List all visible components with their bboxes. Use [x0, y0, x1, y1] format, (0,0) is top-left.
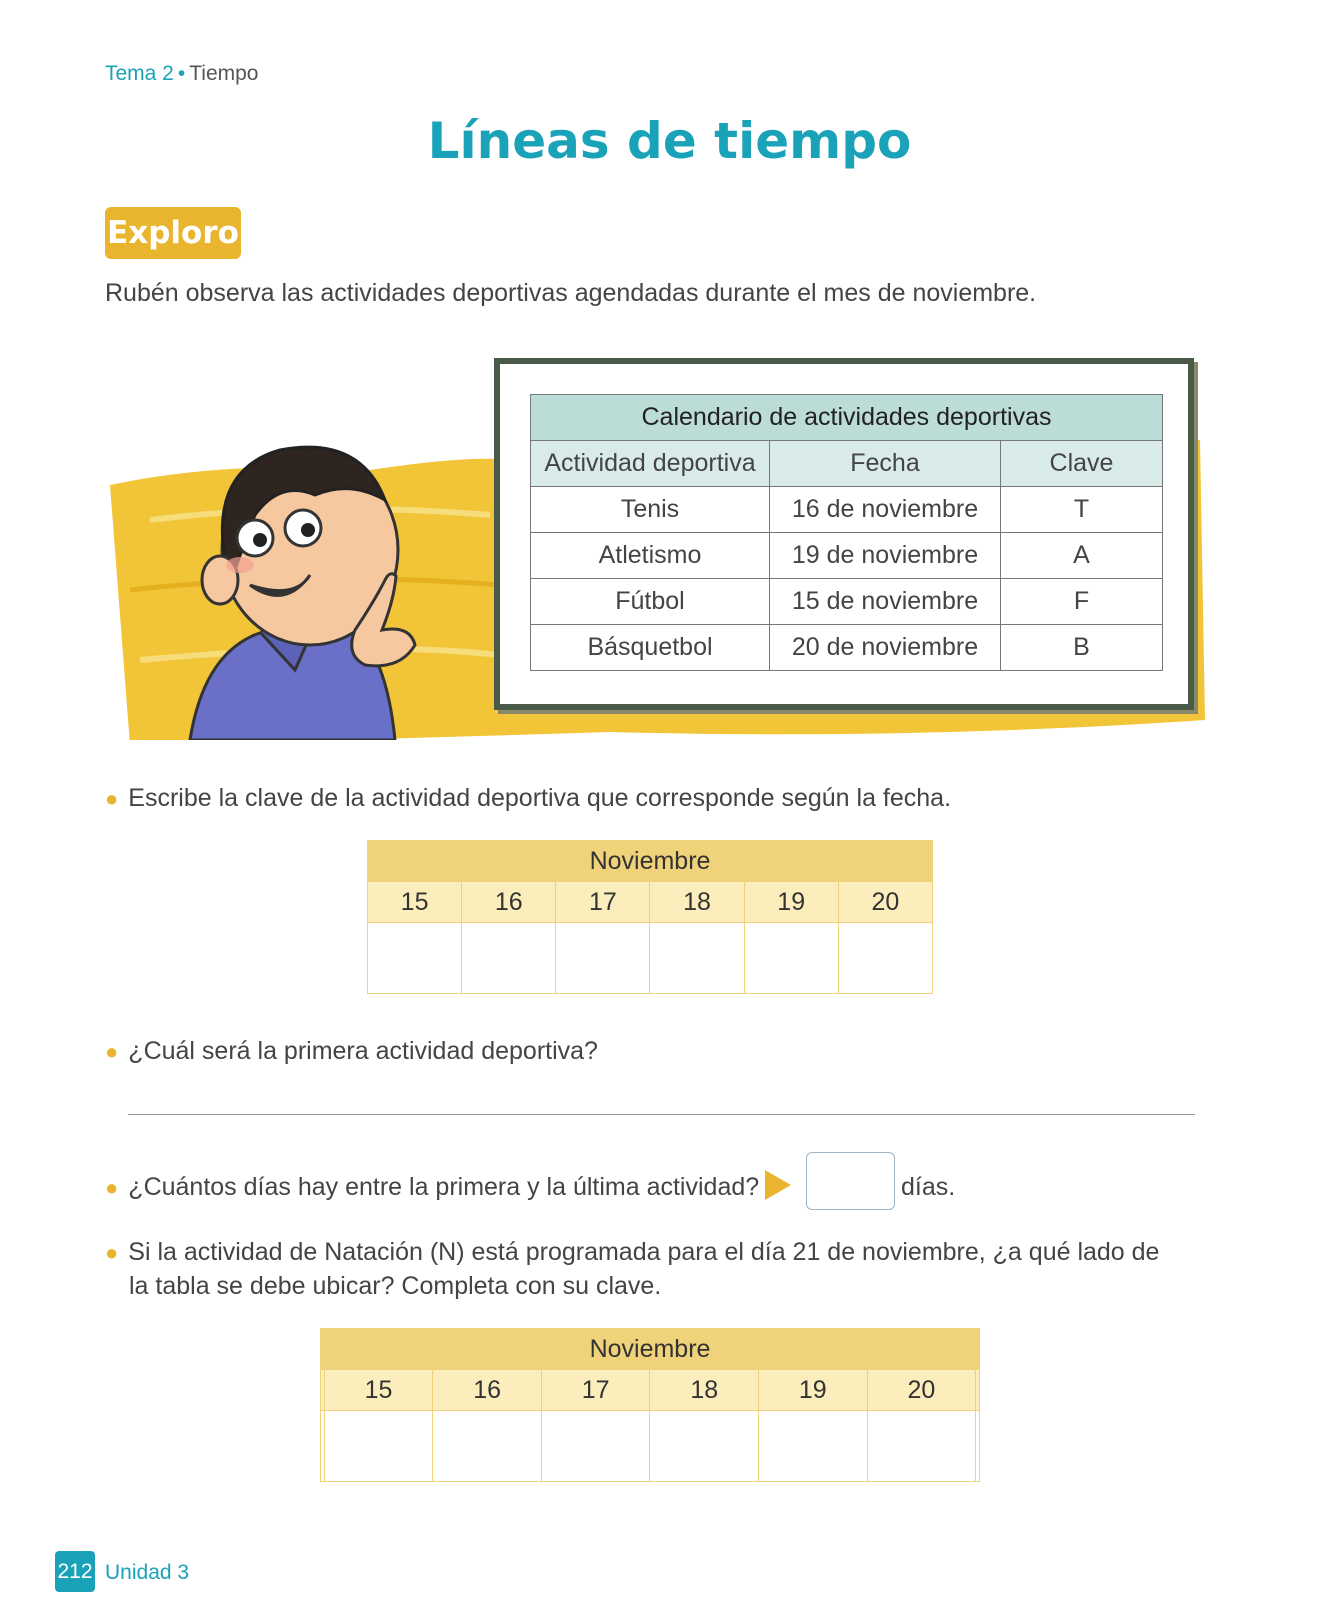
col-header-key: Clave — [1001, 441, 1163, 487]
question-3-text: ¿Cuántos días hay entre la primera y la última actividad? — [128, 1173, 760, 1201]
question-2 — [105, 1037, 598, 1066]
question-4 — [105, 1238, 1159, 1267]
november-table-2 — [320, 1328, 980, 1482]
day-cell: 18 — [650, 882, 744, 923]
day-cell: 17 — [541, 1370, 650, 1411]
date-cell: 16 de noviembre — [770, 487, 1001, 533]
days-row — [368, 882, 933, 923]
bullet-icon: ● — [105, 1039, 119, 1064]
day-cell — [976, 1370, 980, 1411]
november-table-1 — [367, 840, 933, 994]
answer-row — [321, 1411, 980, 1482]
answer-line[interactable] — [128, 1114, 1195, 1115]
answer-cell[interactable] — [744, 923, 838, 994]
day-cell: 16 — [462, 882, 556, 923]
header-separator: • — [177, 62, 186, 85]
answer-cell[interactable] — [368, 923, 462, 994]
answer-cell[interactable] — [324, 1411, 433, 1482]
day-cell: 15 — [324, 1370, 433, 1411]
days-unit-label: días. — [901, 1173, 956, 1201]
answer-cell[interactable] — [759, 1411, 868, 1482]
section-badge: Exploro — [105, 207, 241, 259]
days-row — [321, 1370, 980, 1411]
topic-label: Tiempo — [189, 62, 259, 85]
activity-cell: Tenis — [531, 487, 770, 533]
answer-cell[interactable] — [976, 1411, 980, 1482]
date-cell: 20 de noviembre — [770, 625, 1001, 671]
key-cell: T — [1001, 487, 1163, 533]
answer-cell[interactable] — [462, 923, 556, 994]
col-header-date: Fecha — [770, 441, 1001, 487]
answer-cell[interactable] — [433, 1411, 542, 1482]
month-header: Noviembre — [321, 1329, 980, 1370]
day-cell: 20 — [867, 1370, 976, 1411]
activity-cell: Atletismo — [531, 533, 770, 579]
answer-cell[interactable] — [867, 1411, 976, 1482]
intro-text: Rubén observa las actividades deportivas agendadas durante el mes de noviembre. — [105, 279, 1037, 307]
day-cell: 19 — [759, 1370, 868, 1411]
answer-row — [368, 923, 933, 994]
question-4-text-line1: Si la actividad de Natación (N) está programada para el día 21 de noviembre, ¿a qué lado de — [128, 1238, 1160, 1266]
day-cell: 17 — [556, 882, 650, 923]
bullet-icon: ● — [105, 786, 119, 811]
answer-cell[interactable] — [650, 923, 744, 994]
day-cell: 20 — [838, 882, 932, 923]
table-row — [531, 579, 1163, 625]
activity-cell: Fútbol — [531, 579, 770, 625]
bullet-icon: ● — [105, 1175, 119, 1200]
col-header-activity: Actividad deportiva — [531, 441, 770, 487]
bullet-icon: ● — [105, 1240, 119, 1265]
key-cell: F — [1001, 579, 1163, 625]
page-title: Líneas de tiempo — [427, 112, 912, 170]
answer-cell[interactable] — [541, 1411, 650, 1482]
day-cell: 18 — [650, 1370, 759, 1411]
page-number: 212 — [55, 1551, 95, 1592]
key-cell: A — [1001, 533, 1163, 579]
day-cell: 16 — [433, 1370, 542, 1411]
table-row — [531, 625, 1163, 671]
date-cell: 19 de noviembre — [770, 533, 1001, 579]
answer-cell[interactable] — [650, 1411, 759, 1482]
question-3 — [105, 1173, 759, 1202]
answer-cell[interactable] — [838, 923, 932, 994]
table-row — [531, 533, 1163, 579]
key-cell: B — [1001, 625, 1163, 671]
arrow-right-icon — [765, 1170, 791, 1200]
unit-label: Unidad 3 — [105, 1561, 190, 1584]
question-4-text-line2: la tabla se debe ubicar? Completa con su clave. — [129, 1272, 662, 1300]
activity-cell: Básquetbol — [531, 625, 770, 671]
answer-cell[interactable] — [556, 923, 650, 994]
table-row — [531, 487, 1163, 533]
activities-calendar-table — [530, 394, 1163, 671]
question-2-text: ¿Cuál será la primera actividad deportiva? — [128, 1037, 598, 1065]
question-1-text: Escribe la clave de la actividad deportiva que corresponde según la fecha. — [128, 784, 952, 812]
tema-label: Tema 2 — [105, 62, 174, 85]
month-header: Noviembre — [368, 841, 933, 882]
calendar-header-row — [531, 441, 1163, 487]
day-cell: 19 — [744, 882, 838, 923]
days-answer-box[interactable] — [806, 1152, 895, 1210]
question-1 — [105, 784, 951, 813]
page-header — [105, 62, 258, 86]
day-cell: 15 — [368, 882, 462, 923]
date-cell: 15 de noviembre — [770, 579, 1001, 625]
calendar-caption: Calendario de actividades deportivas — [531, 395, 1163, 441]
